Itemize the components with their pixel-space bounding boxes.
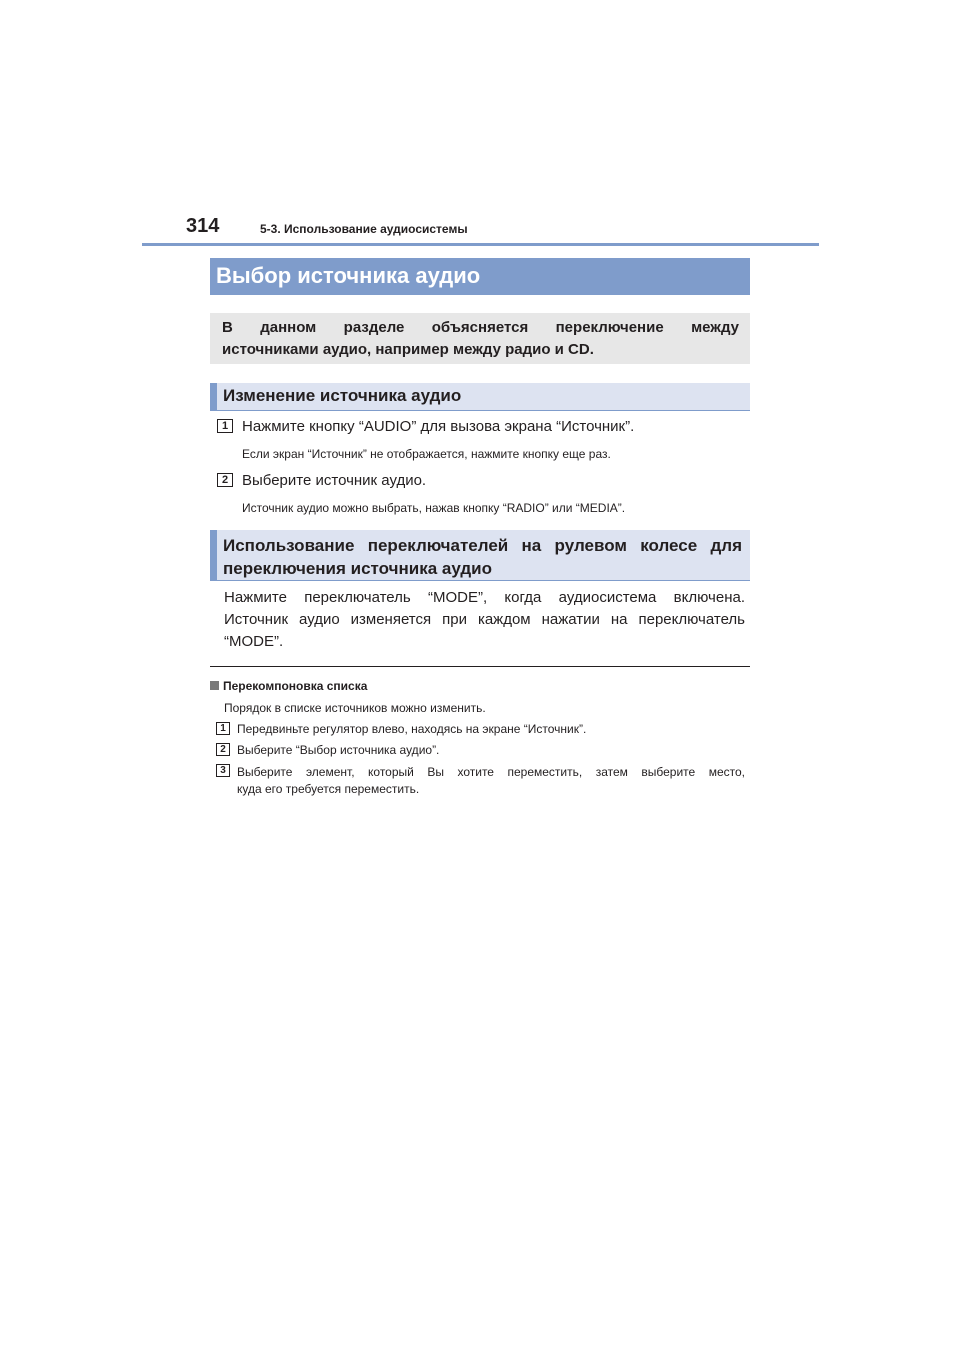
list-item-line-1: Выберите элемент, который Вы хотите переместить, затем выберите место,	[237, 765, 745, 779]
step-number-box: 2	[216, 743, 230, 756]
paragraph-line-1: Нажмите переключатель “MODE”, когда аудиосистема включена.	[224, 589, 745, 606]
square-bullet-icon	[210, 681, 219, 690]
list-item: Передвиньте регулятор влево, находясь на экране “Источник”.	[237, 722, 587, 736]
subsection-heading	[210, 679, 367, 693]
mode-paragraph	[224, 587, 745, 653]
section-heading-change-source: Изменение источника аудио	[210, 383, 750, 411]
list-item	[237, 764, 745, 798]
step-note: Если экран “Источник” не отображается, нажмите кнопку еще раз.	[242, 447, 611, 461]
section-heading-steering-switches	[210, 530, 750, 581]
step-number-box: 1	[216, 722, 230, 735]
section-heading-line-1: Использование переключателей на рулевом колесе для	[223, 536, 742, 555]
page-number: 314	[186, 215, 220, 237]
chapter-title: 5-3. Использование аудиосистемы	[260, 222, 468, 236]
paragraph-line-2: Источник аудио изменяется при каждом нажатии на переключатель	[224, 611, 745, 628]
header-divider	[142, 243, 819, 246]
page-title: Выбор источника аудио	[210, 258, 750, 295]
subsection-heading-text: Перекомпоновка списка	[223, 679, 368, 693]
section-heading-line-2: переключения источника аудио	[223, 559, 492, 578]
list-item-line-2: куда его требуется переместить.	[237, 782, 420, 796]
paragraph-line-3: “MODE”.	[224, 633, 284, 650]
step-note: Источник аудио можно выбрать, нажав кнопку “RADIO” или “MEDIA”.	[242, 501, 626, 515]
step-number-box: 3	[216, 764, 230, 777]
subsection-intro: Порядок в списке источников можно изменить.	[224, 701, 486, 715]
step-text: Выберите источник аудио.	[242, 472, 427, 489]
section-divider	[210, 666, 750, 667]
intro-box	[210, 313, 750, 364]
step-text: Нажмите кнопку “AUDIO” для вызова экрана “Источник”.	[242, 418, 635, 435]
list-item: Выберите “Выбор источника аудио”.	[237, 743, 440, 757]
step-number-box: 2	[217, 473, 233, 487]
intro-line-1: В данном разделе объясняется переключение между	[222, 319, 739, 336]
step-number-box: 1	[217, 419, 233, 433]
intro-line-2: источниками аудио, например между радио и CD.	[222, 341, 594, 358]
